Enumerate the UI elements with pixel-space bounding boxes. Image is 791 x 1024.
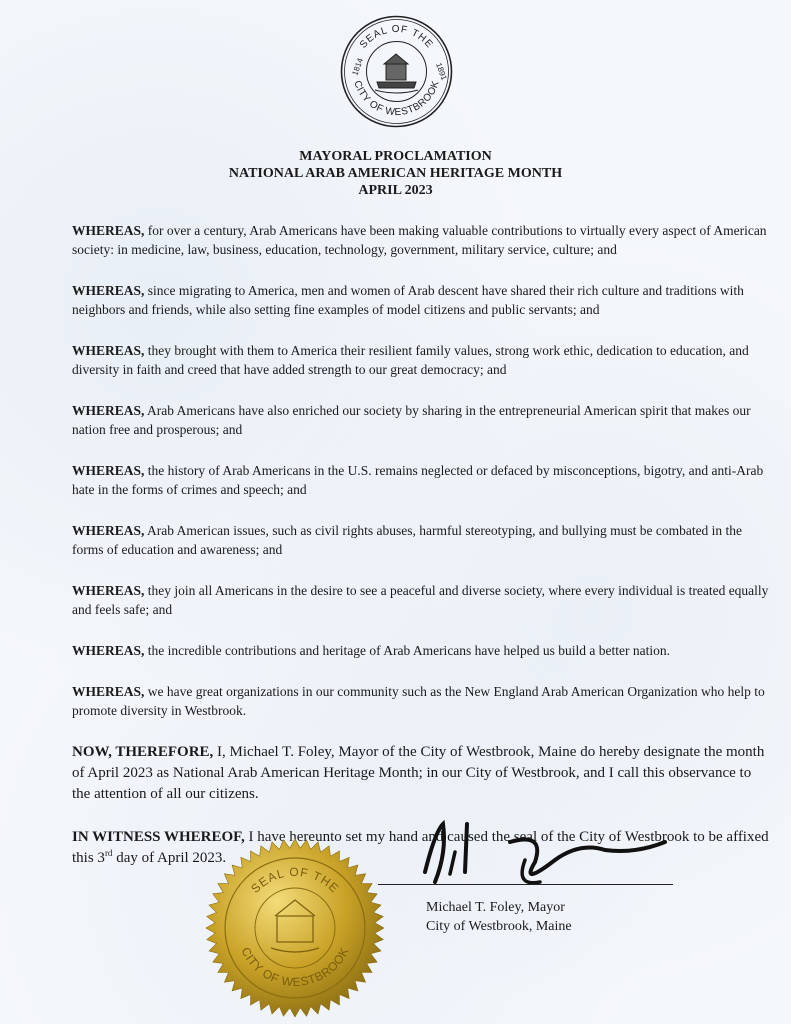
header-date: APRIL 2023 bbox=[358, 183, 433, 198]
whereas-text: Arab Americans have also enriched our society by sharing in the entrepreneurial American spirit that makes our nation free and prosperous; and bbox=[72, 403, 751, 437]
proclamation-header bbox=[0, 148, 791, 199]
gold-seal-top-text: SEAL OF THE bbox=[248, 864, 342, 896]
whereas-label: WHEREAS, bbox=[72, 684, 145, 699]
seal-year-right: 1891 bbox=[434, 61, 449, 82]
whereas-paragraph bbox=[72, 221, 770, 259]
now-therefore-paragraph bbox=[72, 742, 770, 805]
whereas-label: WHEREAS, bbox=[72, 223, 145, 238]
witness-label: IN WITNESS WHEREOF, bbox=[72, 829, 245, 845]
whereas-paragraph bbox=[72, 341, 770, 379]
city-seal-top bbox=[339, 14, 454, 129]
mayor-signature bbox=[405, 812, 675, 892]
whereas-label: WHEREAS, bbox=[72, 583, 145, 598]
seal-year-left: 1814 bbox=[350, 56, 365, 77]
whereas-text: for over a century, Arab Americans have been making valuable contributions to virtually every aspect of American society: in medicine, law, business, education, technology, government, military service, culture; and bbox=[72, 223, 767, 257]
header-subtitle: NATIONAL ARAB AMERICAN HERITAGE MONTH bbox=[228, 166, 563, 181]
header-title: MAYORAL PROCLAMATION bbox=[299, 149, 492, 164]
whereas-label: WHEREAS, bbox=[72, 343, 145, 358]
seal-bottom-text: CITY OF WESTBROOK bbox=[351, 79, 442, 119]
whereas-text: the incredible contributions and heritage of Arab Americans have helped us build a better nation. bbox=[147, 643, 670, 658]
signer-block bbox=[426, 898, 572, 936]
proclamation-body bbox=[72, 221, 770, 891]
whereas-paragraph bbox=[72, 641, 770, 660]
whereas-paragraph bbox=[72, 401, 770, 439]
signer-city: City of Westbrook, Maine bbox=[426, 919, 572, 934]
whereas-label: WHEREAS, bbox=[72, 463, 145, 478]
witness-text-end: day of April 2023. bbox=[112, 850, 227, 866]
seal-scene-icon bbox=[375, 54, 418, 93]
whereas-text: they join all Americans in the desire to see a peaceful and diverse society, where every individual is treated equally and feels safe; and bbox=[72, 583, 769, 617]
whereas-label: WHEREAS, bbox=[72, 523, 145, 538]
svg-text:SEAL OF THE bbox=[358, 24, 435, 51]
now-therefore-text: I, Michael T. Foley, Mayor of the City of Westbrook, Maine do hereby designate the month of April 2023 as National Arab American Heritage Month; in our City of Westbrook, and I call this observance to the attention of all our citizens. bbox=[72, 744, 765, 802]
whereas-text: since migrating to America, men and women of Arab descent have shared their rich culture and traditions with neighbors and friends, while also setting fine examples of model citizens and public servants; and bbox=[72, 283, 744, 317]
whereas-paragraph bbox=[72, 461, 770, 499]
whereas-text: we have great organizations in our community such as the New England Arab American Organization who help to promote diversity in Westbrook. bbox=[72, 684, 765, 718]
whereas-text: they brought with them to America their resilient family values, strong work ethic, dedication to education, and diversity in faith and creed that have added strength to our great democracy; and bbox=[72, 343, 749, 377]
whereas-paragraph bbox=[72, 521, 770, 559]
signature-line bbox=[378, 884, 673, 885]
whereas-paragraph bbox=[72, 581, 770, 619]
whereas-label: WHEREAS, bbox=[72, 283, 145, 298]
seal-top-text: SEAL OF THE bbox=[357, 23, 436, 51]
now-therefore-label: NOW, THEREFORE, bbox=[72, 744, 214, 760]
whereas-label: WHEREAS, bbox=[72, 403, 145, 418]
witness-sup: rd bbox=[104, 848, 113, 858]
whereas-label: WHEREAS, bbox=[72, 643, 145, 658]
signer-name: Michael T. Foley, Mayor bbox=[426, 900, 565, 915]
witness-text: I have hereunto set my hand and caused the seal of the City of Westbrook to be affixed this 3 bbox=[72, 829, 769, 866]
gold-foil-seal bbox=[205, 838, 385, 1018]
whereas-text: the history of Arab Americans in the U.S. remains neglected or defaced by misconceptions, bigotry, and anti-Arab hate in the forms of crimes and speech; and bbox=[72, 463, 764, 497]
gold-seal-bottom-text: CITY OF WESTBROOK bbox=[238, 944, 352, 990]
whereas-text: Arab American issues, such as civil rights abuses, harmful stereotyping, and bullying must be combated in the forms of education and awareness; and bbox=[72, 523, 743, 557]
whereas-paragraph bbox=[72, 281, 770, 319]
whereas-paragraph bbox=[72, 682, 770, 720]
